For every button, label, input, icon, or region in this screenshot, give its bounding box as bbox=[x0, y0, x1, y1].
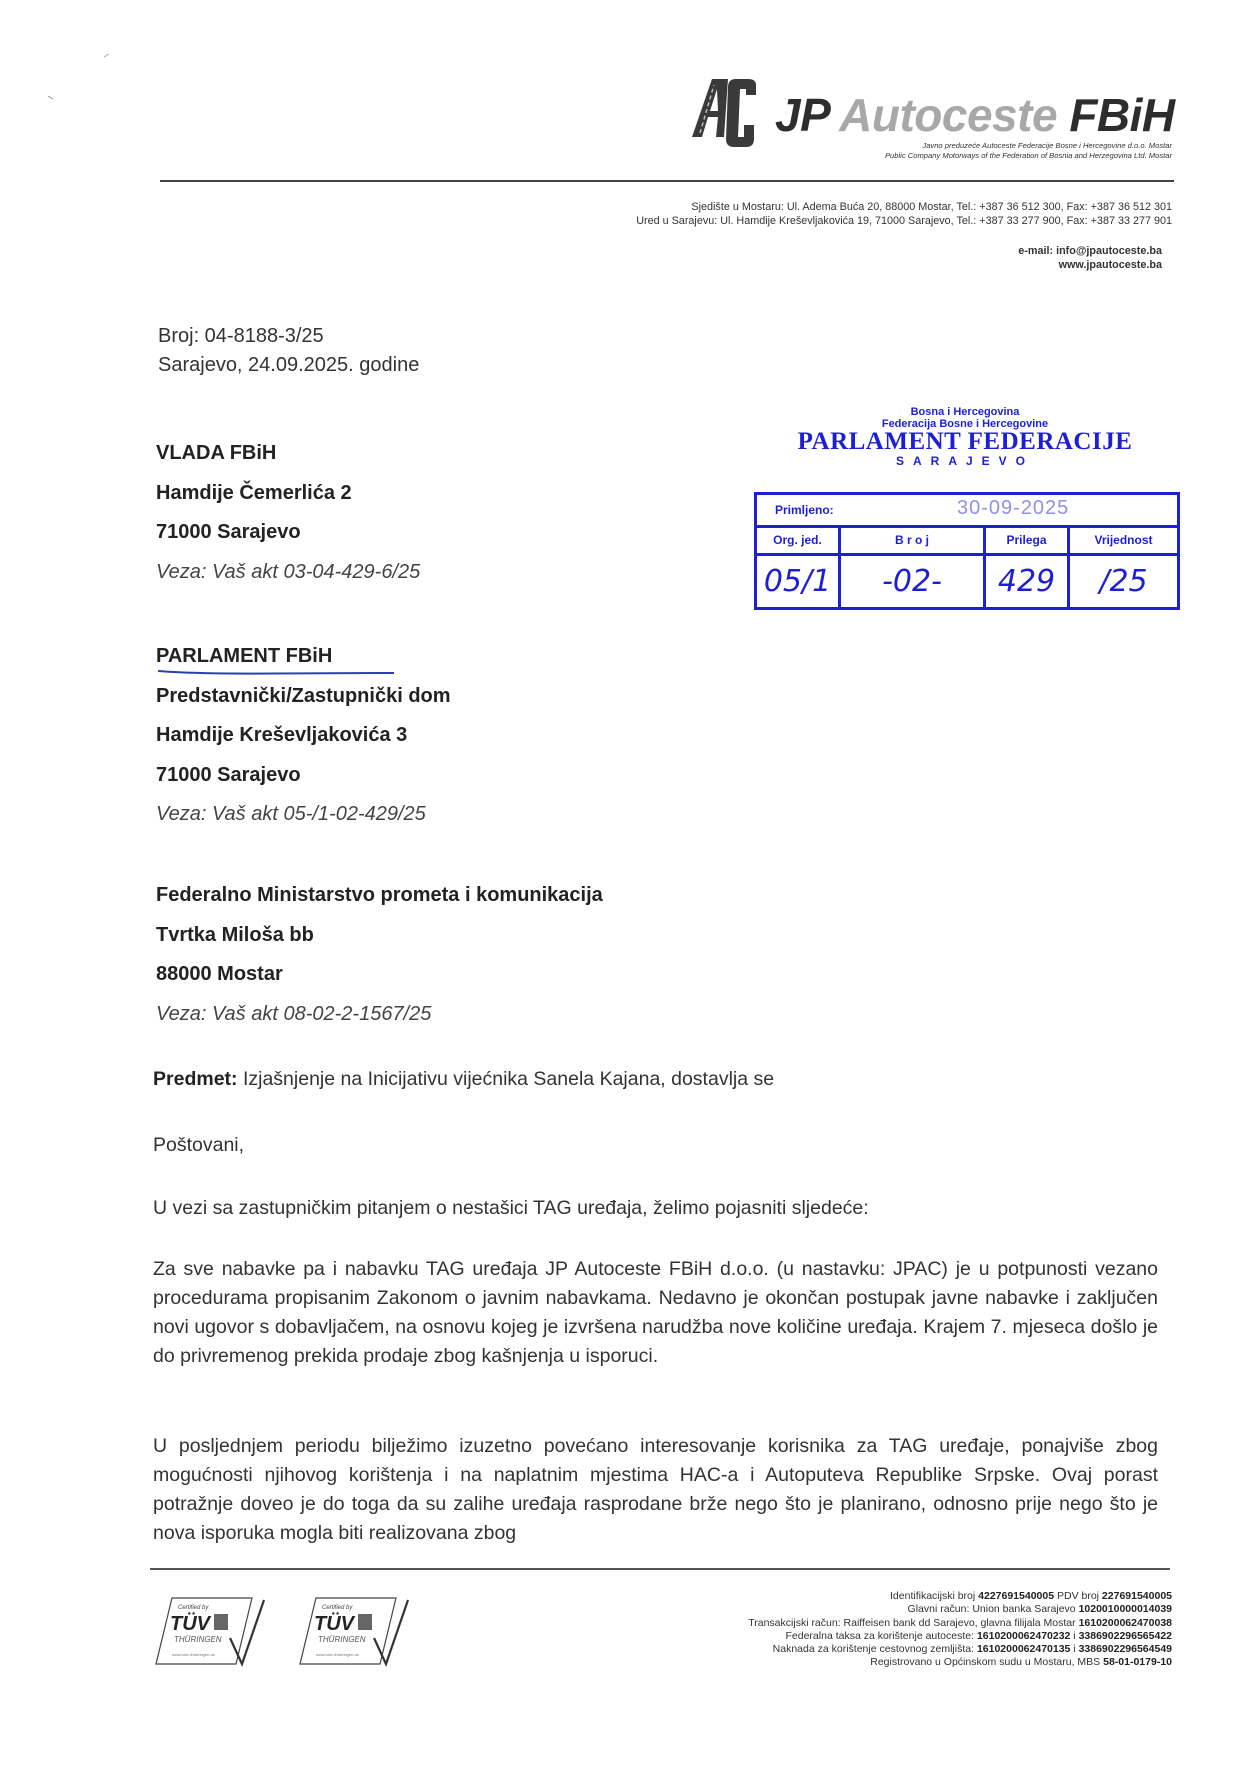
recipient-name: Federalno Ministarstvo prometa i komunikacija bbox=[156, 884, 603, 906]
recipient-street: Hamdije Čemerlića 2 bbox=[156, 481, 352, 504]
svg-text:TÜV: TÜV bbox=[314, 1613, 354, 1635]
stamp-col-value: 05/1 bbox=[763, 564, 832, 599]
stamp-col-header: B r o j bbox=[841, 528, 983, 556]
stamp-col-value: /25 bbox=[1099, 564, 1148, 599]
transaction-label: Transakcijski račun: Raiffeisen bank dd Sarajevo, glavna filijala Mostar bbox=[748, 1616, 1079, 1629]
email-link[interactable]: e-mail: info@jpautoceste.ba bbox=[1018, 245, 1162, 257]
id-value: 4227691540005 bbox=[978, 1590, 1055, 1602]
tuv-certification-badge bbox=[152, 1592, 300, 1670]
stamp-federation: Federacija Bosne i Hercegovine bbox=[881, 418, 1049, 430]
separator: i bbox=[1070, 1629, 1079, 1642]
road-fee-label: Naknada za korištenje cestovnog zemljišta: bbox=[772, 1643, 977, 1656]
svg-text:Certified by: Certified by bbox=[322, 1605, 353, 1611]
transaction-value: 1610200062470038 bbox=[1078, 1616, 1172, 1629]
main-account-value: 1020010000014039 bbox=[1078, 1603, 1172, 1616]
id-numbers bbox=[748, 1590, 1172, 1603]
footer-divider bbox=[150, 1568, 1170, 1570]
sarajevo-address: Ured u Sarajevu: Ul. Hamdije Kreševljakovića 19, 71000 Sarajevo, Tel.: +387 33 277 900, Fax: +387 33 277 901 bbox=[636, 215, 1172, 227]
header-divider bbox=[160, 180, 1174, 182]
recipient-city: 71000 Sarajevo bbox=[156, 763, 301, 786]
road-fee-value: 3386902296564549 bbox=[1078, 1643, 1172, 1656]
recipient-department: Predstavnički/Zastupnički dom bbox=[156, 684, 451, 707]
separator: i bbox=[1070, 1643, 1079, 1656]
main-account bbox=[748, 1603, 1172, 1616]
pdv-label: PDV broj bbox=[1054, 1590, 1102, 1602]
federal-tax-value: 1610200062470232 bbox=[976, 1629, 1071, 1642]
registration-value: 58-01-0179-10 bbox=[1103, 1656, 1172, 1669]
reference-number: Broj: 04-8188-3/25 bbox=[158, 325, 324, 347]
recipient-street: Tvrtka Miloša bb bbox=[156, 923, 314, 946]
stamp-received-date: 30-09-2025 bbox=[957, 497, 1070, 519]
received-stamp-table bbox=[754, 492, 1180, 610]
court-registration bbox=[748, 1656, 1172, 1669]
tuv-certification-badge bbox=[296, 1592, 444, 1670]
stamp-col-header: Vrijednost bbox=[1070, 528, 1177, 556]
stamp-country: Bosna i Hercegovina bbox=[910, 406, 1020, 418]
recipient-parlament bbox=[156, 637, 451, 835]
greeting: Poštovani, bbox=[153, 1134, 245, 1156]
svg-text:www.tuev-thueringen.de: www.tuev-thueringen.de bbox=[172, 1652, 215, 1657]
recipient-reference: Veza: Vaš akt 08-02-2-1567/25 bbox=[156, 1002, 432, 1025]
federal-tax-label: Federalna taksa za korištenje autoceste: bbox=[785, 1629, 977, 1642]
ac-logo-icon bbox=[690, 75, 760, 150]
scan-speck bbox=[104, 54, 110, 58]
intro-sentence: U vezi sa zastupničkim pitanjem o nestašici TAG uređaja, želimo pojasniti sljedeće: bbox=[153, 1197, 869, 1219]
received-stamp-header bbox=[790, 406, 1140, 469]
company-logo-text bbox=[775, 88, 1175, 142]
stamp-city: SARAJEVO bbox=[895, 454, 1035, 468]
federal-tax-account bbox=[748, 1630, 1172, 1643]
stamp-col-header: Org. jed. bbox=[757, 528, 838, 556]
svg-text:Certified by: Certified by bbox=[178, 1605, 209, 1611]
subject-label: Predmet: bbox=[153, 1068, 238, 1090]
logo-autoceste: Autoceste bbox=[839, 89, 1058, 141]
svg-text:THÜRINGEN: THÜRINGEN bbox=[174, 1635, 222, 1644]
handwritten-underline bbox=[156, 669, 396, 675]
tagline-local: Javno preduzeće Autoceste Federacije Bosne i Hercegovine d.o.o. Mostar bbox=[922, 141, 1172, 150]
recipient-street: Hamdije Kreševljakovića 3 bbox=[156, 724, 408, 746]
svg-text:www.tuev-thueringen.de: www.tuev-thueringen.de bbox=[316, 1652, 359, 1657]
subject-text: Izjašnjenje na Inicijativu vijećnika Sanela Kajana, dostavlja se bbox=[237, 1068, 775, 1090]
body-paragraph-1: Za sve nabavke pa i nabavku TAG uređaja JP Autoceste FBiH d.o.o. (u nastavku: JPAC) je u potpunosti vezano procedurama propisanim Zakonom o javnim nabavkama. Nedavno je okončan postupak javne nabavke i zaključen novi ugovor s dobavljačem, na osnovu kojeg je izvršena narudžba nove količine uređaja. Krajem 7. mjeseca došlo je do privremenog prekida prodaje zbog kašnjenja u isporuci. bbox=[153, 1258, 1158, 1367]
company-registration-info bbox=[748, 1590, 1172, 1670]
place-date: Sarajevo, 24.09.2025. godine bbox=[158, 354, 420, 376]
road-fee-account bbox=[748, 1643, 1172, 1656]
logo-jp: JP bbox=[775, 89, 829, 141]
stamp-col-prilog bbox=[986, 528, 1070, 607]
stamp-columns bbox=[757, 528, 1177, 607]
recipient-vlada bbox=[156, 434, 420, 592]
recipient-reference: Veza: Vaš akt 05-/1-02-429/25 bbox=[156, 803, 426, 825]
recipient-reference: Veza: Vaš akt 03-04-429-6/25 bbox=[156, 560, 421, 583]
scan-speck bbox=[48, 96, 54, 100]
recipient-city: 88000 Mostar bbox=[156, 963, 283, 985]
stamp-col-value: -02- bbox=[882, 564, 942, 599]
recipient-city: 71000 Sarajevo bbox=[156, 521, 301, 543]
web-contacts bbox=[1018, 244, 1162, 272]
stamp-received-label: Primljeno: bbox=[775, 503, 834, 517]
recipient-ministry bbox=[156, 876, 603, 1034]
svg-text:THÜRINGEN: THÜRINGEN bbox=[318, 1635, 366, 1644]
stamp-institution: PARLAMENT FEDERACIJE bbox=[797, 428, 1133, 455]
recipient-name: VLADA FBiH bbox=[156, 442, 277, 464]
stamp-col-value: 429 bbox=[997, 564, 1056, 599]
transaction-account bbox=[748, 1617, 1172, 1630]
body-paragraph-2: U posljednjem periodu bilježimo izuzetno povećano interesovanje korisnika za TAG uređaje, ponajviše zbog mogućnosti njihovog korištenja i na naplatnim mjestima HAC-a i Autoputeva Republike Srpske. Ovaj porast potražnje doveo je do toga da su zalihe uređaja rasprodane brže nego što je planirano, odnosno prije nego što je nova isporuka mogla biti realizovana zbog bbox=[153, 1435, 1158, 1544]
reference-block bbox=[158, 322, 419, 380]
pdv-value: 227691540005 bbox=[1101, 1590, 1172, 1602]
contact-addresses bbox=[636, 200, 1172, 228]
stamp-received-row bbox=[757, 495, 1177, 528]
tagline-english: Public Company Motorways of the Federation of Bosnia and Herzegovina Ltd. Mostar bbox=[884, 151, 1172, 160]
registration-label: Registrovano u Općinskom sudu u Mostaru, MBS bbox=[870, 1656, 1104, 1669]
mostar-address: Sjedište u Mostaru: Ul. Adema Buća 20, 88000 Mostar, Tel.: +387 36 512 300, Fax: +387 36 512 301 bbox=[691, 201, 1172, 213]
svg-text:TÜV: TÜV bbox=[170, 1613, 210, 1635]
subject-line bbox=[153, 1068, 774, 1091]
road-fee-value: 1610200062470135 bbox=[976, 1643, 1071, 1656]
stamp-col-vrijednost bbox=[1070, 528, 1177, 607]
stamp-col-broj bbox=[841, 528, 986, 607]
stamp-col-header: Prilega bbox=[986, 528, 1067, 556]
id-label: Identifikacijski broj bbox=[890, 1590, 979, 1602]
main-account-label: Glavni račun: Union banka Sarajevo bbox=[907, 1603, 1079, 1616]
federal-tax-value: 3386902296565422 bbox=[1078, 1629, 1172, 1642]
logo-fbih: FBiH bbox=[1069, 89, 1175, 141]
website-link[interactable]: www.jpautoceste.ba bbox=[1058, 259, 1162, 271]
recipient-name: PARLAMENT FBiH bbox=[156, 645, 333, 667]
stamp-col-org bbox=[757, 528, 841, 607]
company-tagline bbox=[885, 141, 1172, 161]
